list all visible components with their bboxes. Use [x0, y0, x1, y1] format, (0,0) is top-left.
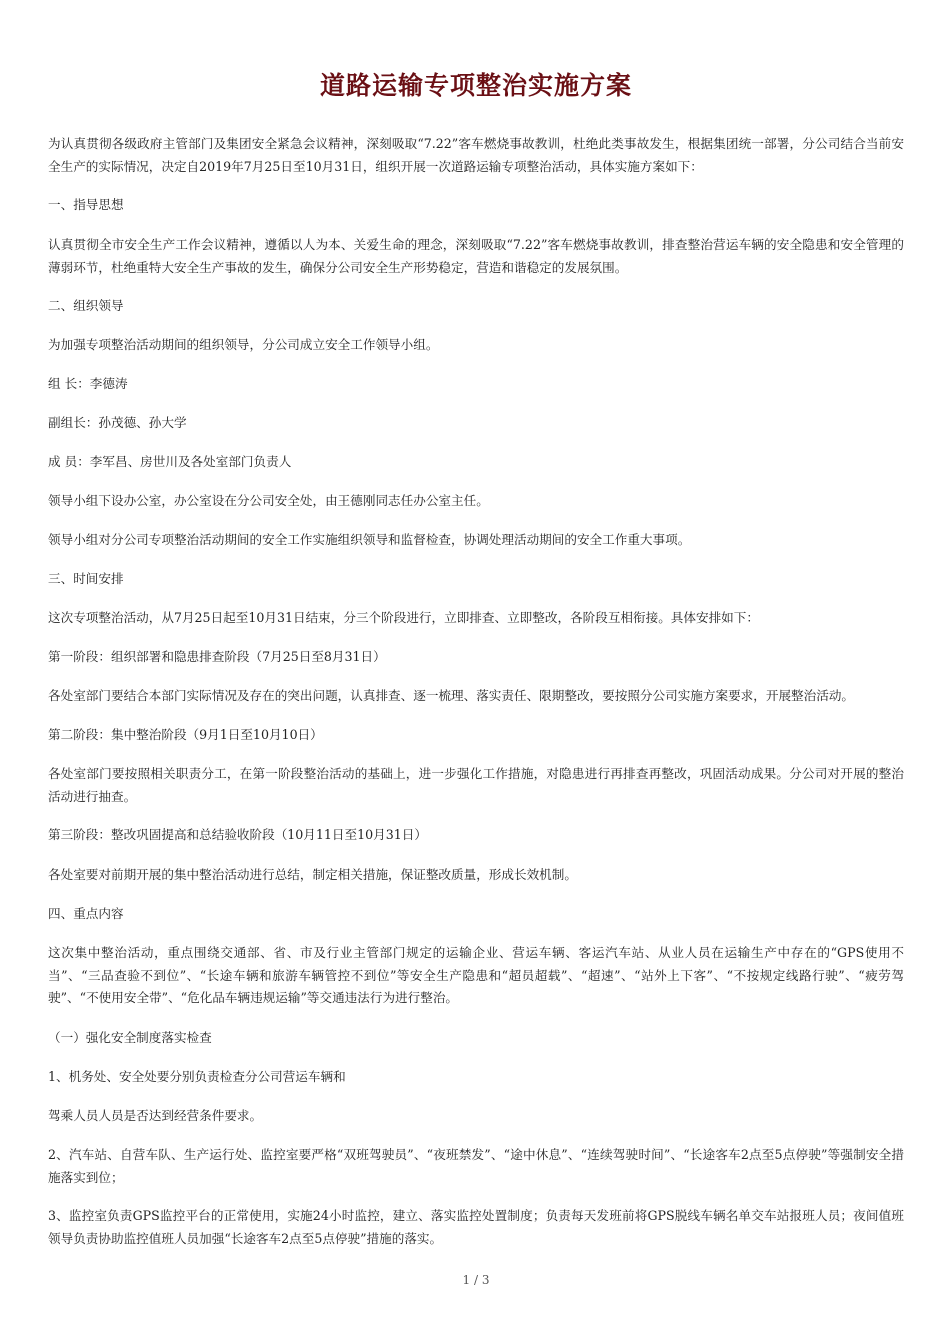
phase-two-paragraph: 各处室部门要按照相关职责分工，在第一阶段整治活动的基础上，进一步强化工作措施，对隐患进行再排查再整改，巩固活动成果。分公司对开展的整治活动进行抽查。 — [48, 766, 904, 804]
item-one-continuation: 驾乘人员人员是否达到经营条件要求。 — [48, 1108, 263, 1123]
team-leader-line: 组 长：李德涛 — [48, 376, 128, 391]
section-heading-key-content: 四、重点内容 — [48, 906, 124, 921]
key-content-paragraph: 这次集中整治活动，重点围绕交通部、省、市及行业主管部门规定的运输企业、营运车辆、客运汽车站、从业人员在运输生产中存在的“GPS使用不当”、“三品查验不到位”、“长途车辆和旅游车辆管控不到位”等安全生产隐患和“超员超载”、“超速”、“站外上下客”、“不按规定线路行驶”、“疲劳驾驶”、“不使用安全带”、“危化品车辆违规运输”等交通违法行为进行整治。 — [48, 945, 904, 1005]
item-one-paragraph: 1、机务处、安全处要分别负责检查分公司营运车辆和 — [48, 1069, 346, 1084]
subsection-heading-safety-system: （一）强化安全制度落实检查 — [48, 1030, 212, 1045]
phase-three-heading: 第三阶段：整改巩固提高和总结验收阶段（10月11日至10月31日） — [48, 827, 427, 842]
page-number: 1 / 3 — [462, 1273, 490, 1287]
leadership-duty-paragraph: 领导小组对分公司专项整治活动期间的安全工作实施组织领导和监督检查，协调处理活动期间的安全工作重大事项。 — [48, 532, 691, 547]
phase-three-paragraph: 各处室要对前期开展的集中整治活动进行总结，制定相关措施，保证整改质量，形成长效机制。 — [48, 867, 577, 882]
organization-paragraph: 为加强专项整治活动期间的组织领导，分公司成立安全工作领导小组。 — [48, 337, 439, 352]
section-heading-guiding-ideology: 一、指导思想 — [48, 197, 124, 212]
members-line: 成 员：李军昌、房世川及各处室部门负责人 — [48, 454, 292, 469]
section-heading-organization: 二、组织领导 — [48, 298, 124, 313]
guiding-ideology-paragraph: 认真贯彻全市安全生产工作会议精神，遵循以人为本、关爱生命的理念，深刻吸取“7.22”客车燃烧事故教训，排查整治营运车辆的安全隐患和安全管理的薄弱环节，杜绝重特大安全生产事故的发生，确保分公司安全生产形势稳定，营造和谐稳定的发展氛围。 — [48, 237, 904, 275]
office-paragraph: 领导小组下设办公室，办公室设在分公司安全处，由王德刚同志任办公室主任。 — [48, 493, 489, 508]
item-three-paragraph: 3、监控室负责GPS监控平台的正常使用，实施24小时监控，建立、落实监控处置制度；负责每天发班前将GPS脱线车辆名单交车站报班人员；夜间值班领导负责协助监控值班人员加强“长途客车2点至5点停驶”措施的落实。 — [48, 1208, 904, 1246]
item-two-paragraph: 2、汽车站、自营车队、生产运行处、监控室要严格“双班驾驶员”、“夜班禁发”、“途中休息”、“连续驾驶时间”、“长途客车2点至5点停驶”等强制安全措施落实到位； — [48, 1147, 904, 1185]
deputy-leader-line: 副组长：孙茂德、孙大学 — [48, 415, 187, 430]
phase-one-heading: 第一阶段：组织部署和隐患排查阶段（7月25日至8月31日） — [48, 649, 386, 664]
phase-one-paragraph: 各处室部门要结合本部门实际情况及存在的突出问题，认真排查、逐一梳理、落实责任、限期整改，要按照分公司实施方案要求，开展整治活动。 — [48, 688, 854, 703]
document-title: 道路运输专项整治实施方案 — [319, 71, 632, 100]
intro-paragraph: 为认真贯彻各级政府主管部门及集团安全紧急会议精神，深刻吸取“7.22”客车燃烧事故教训，杜绝此类事故发生，根据集团统一部署，分公司结合当前安全生产的实际情况，决定自2019年7月25日至10月31日，组织开展一次道路运输专项整治活动，具体实施方案如下： — [48, 136, 904, 174]
phase-two-heading: 第二阶段：集中整治阶段（9月1日至10月10日） — [48, 727, 323, 742]
document-page — [48, 0, 904, 1344]
section-heading-schedule: 三、时间安排 — [48, 571, 124, 586]
schedule-paragraph: 这次专项整治活动，从7月25日起至10月31日结束，分三个阶段进行，立即排查、立即整改，各阶段互相衔接。具体安排如下： — [48, 610, 759, 625]
